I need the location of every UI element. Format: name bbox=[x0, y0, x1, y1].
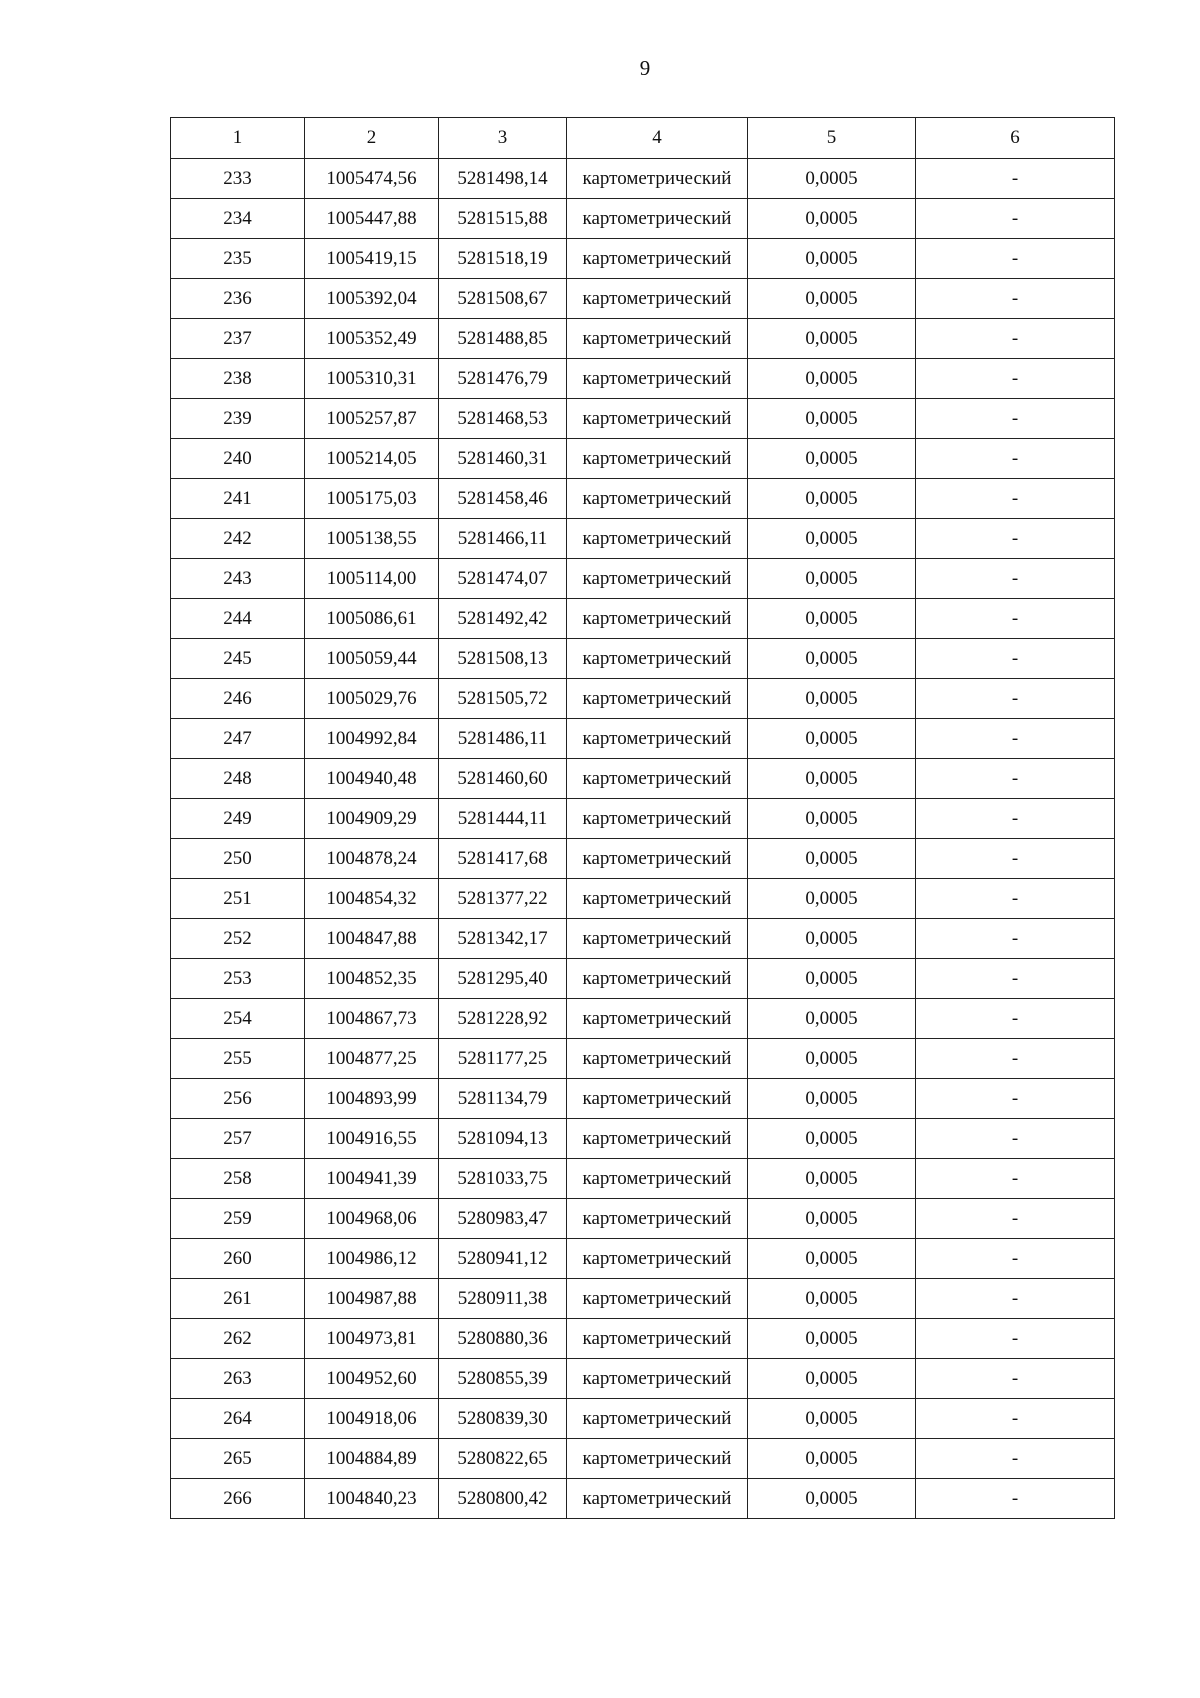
table-header bbox=[171, 118, 1115, 159]
note-cell: - bbox=[916, 1399, 1115, 1439]
y-coordinate-cell: 5281476,79 bbox=[439, 359, 567, 399]
note-cell: - bbox=[916, 519, 1115, 559]
column-header: 4 bbox=[567, 118, 748, 159]
y-coordinate-cell: 5281342,17 bbox=[439, 919, 567, 959]
point-number-cell: 259 bbox=[171, 1199, 305, 1239]
method-cell: картометрический bbox=[567, 159, 748, 199]
accuracy-cell: 0,0005 bbox=[748, 599, 916, 639]
table-row bbox=[171, 919, 1115, 959]
x-coordinate-cell: 1004854,32 bbox=[305, 879, 439, 919]
note-cell: - bbox=[916, 199, 1115, 239]
y-coordinate-cell: 5281458,46 bbox=[439, 479, 567, 519]
note-cell: - bbox=[916, 439, 1115, 479]
table-row bbox=[171, 559, 1115, 599]
x-coordinate-cell: 1004877,25 bbox=[305, 1039, 439, 1079]
accuracy-cell: 0,0005 bbox=[748, 679, 916, 719]
method-cell: картометрический bbox=[567, 679, 748, 719]
point-number-cell: 250 bbox=[171, 839, 305, 879]
note-cell: - bbox=[916, 1359, 1115, 1399]
point-number-cell: 239 bbox=[171, 399, 305, 439]
table-row bbox=[171, 1359, 1115, 1399]
x-coordinate-cell: 1004840,23 bbox=[305, 1479, 439, 1519]
point-number-cell: 255 bbox=[171, 1039, 305, 1079]
accuracy-cell: 0,0005 bbox=[748, 1159, 916, 1199]
y-coordinate-cell: 5280880,36 bbox=[439, 1319, 567, 1359]
column-header: 6 bbox=[916, 118, 1115, 159]
point-number-cell: 266 bbox=[171, 1479, 305, 1519]
x-coordinate-cell: 1004952,60 bbox=[305, 1359, 439, 1399]
note-cell: - bbox=[916, 319, 1115, 359]
table-row bbox=[171, 1159, 1115, 1199]
point-number-cell: 252 bbox=[171, 919, 305, 959]
table-row bbox=[171, 639, 1115, 679]
y-coordinate-cell: 5281444,11 bbox=[439, 799, 567, 839]
note-cell: - bbox=[916, 759, 1115, 799]
accuracy-cell: 0,0005 bbox=[748, 359, 916, 399]
table-row bbox=[171, 1199, 1115, 1239]
y-coordinate-cell: 5281377,22 bbox=[439, 879, 567, 919]
accuracy-cell: 0,0005 bbox=[748, 759, 916, 799]
method-cell: картометрический bbox=[567, 1319, 748, 1359]
accuracy-cell: 0,0005 bbox=[748, 479, 916, 519]
accuracy-cell: 0,0005 bbox=[748, 999, 916, 1039]
x-coordinate-cell: 1004941,39 bbox=[305, 1159, 439, 1199]
note-cell: - bbox=[916, 839, 1115, 879]
method-cell: картометрический bbox=[567, 519, 748, 559]
point-number-cell: 256 bbox=[171, 1079, 305, 1119]
note-cell: - bbox=[916, 679, 1115, 719]
y-coordinate-cell: 5281488,85 bbox=[439, 319, 567, 359]
table-row bbox=[171, 359, 1115, 399]
table-row bbox=[171, 399, 1115, 439]
table-body bbox=[171, 159, 1115, 1519]
point-number-cell: 238 bbox=[171, 359, 305, 399]
accuracy-cell: 0,0005 bbox=[748, 1239, 916, 1279]
x-coordinate-cell: 1004918,06 bbox=[305, 1399, 439, 1439]
column-header: 2 bbox=[305, 118, 439, 159]
table-row bbox=[171, 839, 1115, 879]
y-coordinate-cell: 5281094,13 bbox=[439, 1119, 567, 1159]
accuracy-cell: 0,0005 bbox=[748, 1119, 916, 1159]
y-coordinate-cell: 5281492,42 bbox=[439, 599, 567, 639]
table-row bbox=[171, 719, 1115, 759]
x-coordinate-cell: 1004893,99 bbox=[305, 1079, 439, 1119]
point-number-cell: 253 bbox=[171, 959, 305, 999]
y-coordinate-cell: 5280855,39 bbox=[439, 1359, 567, 1399]
note-cell: - bbox=[916, 919, 1115, 959]
method-cell: картометрический bbox=[567, 999, 748, 1039]
method-cell: картометрический bbox=[567, 759, 748, 799]
note-cell: - bbox=[916, 279, 1115, 319]
method-cell: картометрический bbox=[567, 479, 748, 519]
method-cell: картометрический bbox=[567, 1199, 748, 1239]
accuracy-cell: 0,0005 bbox=[748, 279, 916, 319]
method-cell: картометрический bbox=[567, 359, 748, 399]
method-cell: картометрический bbox=[567, 279, 748, 319]
accuracy-cell: 0,0005 bbox=[748, 439, 916, 479]
note-cell: - bbox=[916, 999, 1115, 1039]
header-row bbox=[171, 118, 1115, 159]
point-number-cell: 249 bbox=[171, 799, 305, 839]
x-coordinate-cell: 1005257,87 bbox=[305, 399, 439, 439]
x-coordinate-cell: 1004940,48 bbox=[305, 759, 439, 799]
x-coordinate-cell: 1005029,76 bbox=[305, 679, 439, 719]
x-coordinate-cell: 1004852,35 bbox=[305, 959, 439, 999]
note-cell: - bbox=[916, 559, 1115, 599]
table-row bbox=[171, 1239, 1115, 1279]
accuracy-cell: 0,0005 bbox=[748, 719, 916, 759]
method-cell: картометрический bbox=[567, 399, 748, 439]
method-cell: картометрический bbox=[567, 1039, 748, 1079]
x-coordinate-cell: 1004847,88 bbox=[305, 919, 439, 959]
table-row bbox=[171, 879, 1115, 919]
accuracy-cell: 0,0005 bbox=[748, 1039, 916, 1079]
accuracy-cell: 0,0005 bbox=[748, 879, 916, 919]
table-row bbox=[171, 1399, 1115, 1439]
accuracy-cell: 0,0005 bbox=[748, 559, 916, 599]
point-number-cell: 235 bbox=[171, 239, 305, 279]
x-coordinate-cell: 1005086,61 bbox=[305, 599, 439, 639]
point-number-cell: 258 bbox=[171, 1159, 305, 1199]
accuracy-cell: 0,0005 bbox=[748, 1319, 916, 1359]
y-coordinate-cell: 5281468,53 bbox=[439, 399, 567, 439]
table-row bbox=[171, 159, 1115, 199]
note-cell: - bbox=[916, 479, 1115, 519]
note-cell: - bbox=[916, 719, 1115, 759]
point-number-cell: 240 bbox=[171, 439, 305, 479]
x-coordinate-cell: 1005447,88 bbox=[305, 199, 439, 239]
note-cell: - bbox=[916, 799, 1115, 839]
method-cell: картометрический bbox=[567, 439, 748, 479]
y-coordinate-cell: 5281466,11 bbox=[439, 519, 567, 559]
method-cell: картометрический bbox=[567, 879, 748, 919]
note-cell: - bbox=[916, 879, 1115, 919]
point-number-cell: 260 bbox=[171, 1239, 305, 1279]
point-number-cell: 242 bbox=[171, 519, 305, 559]
note-cell: - bbox=[916, 1439, 1115, 1479]
accuracy-cell: 0,0005 bbox=[748, 199, 916, 239]
y-coordinate-cell: 5281474,07 bbox=[439, 559, 567, 599]
x-coordinate-cell: 1005114,00 bbox=[305, 559, 439, 599]
table-row bbox=[171, 439, 1115, 479]
x-coordinate-cell: 1004968,06 bbox=[305, 1199, 439, 1239]
method-cell: картометрический bbox=[567, 1359, 748, 1399]
table-row bbox=[171, 319, 1115, 359]
y-coordinate-cell: 5281515,88 bbox=[439, 199, 567, 239]
y-coordinate-cell: 5280911,38 bbox=[439, 1279, 567, 1319]
x-coordinate-cell: 1005175,03 bbox=[305, 479, 439, 519]
point-number-cell: 241 bbox=[171, 479, 305, 519]
table-row bbox=[171, 1279, 1115, 1319]
y-coordinate-cell: 5281505,72 bbox=[439, 679, 567, 719]
table-row bbox=[171, 479, 1115, 519]
method-cell: картометрический bbox=[567, 639, 748, 679]
y-coordinate-cell: 5281498,14 bbox=[439, 159, 567, 199]
accuracy-cell: 0,0005 bbox=[748, 1479, 916, 1519]
table-row bbox=[171, 759, 1115, 799]
method-cell: картометрический bbox=[567, 1399, 748, 1439]
y-coordinate-cell: 5281508,67 bbox=[439, 279, 567, 319]
column-header: 1 bbox=[171, 118, 305, 159]
point-number-cell: 261 bbox=[171, 1279, 305, 1319]
point-number-cell: 263 bbox=[171, 1359, 305, 1399]
method-cell: картометрический bbox=[567, 1119, 748, 1159]
x-coordinate-cell: 1005310,31 bbox=[305, 359, 439, 399]
point-number-cell: 251 bbox=[171, 879, 305, 919]
y-coordinate-cell: 5281295,40 bbox=[439, 959, 567, 999]
column-header: 5 bbox=[748, 118, 916, 159]
table-row bbox=[171, 1079, 1115, 1119]
point-number-cell: 243 bbox=[171, 559, 305, 599]
method-cell: картометрический bbox=[567, 839, 748, 879]
table-row bbox=[171, 679, 1115, 719]
accuracy-cell: 0,0005 bbox=[748, 1359, 916, 1399]
table-row bbox=[171, 1319, 1115, 1359]
note-cell: - bbox=[916, 1239, 1115, 1279]
method-cell: картометрический bbox=[567, 239, 748, 279]
note-cell: - bbox=[916, 1039, 1115, 1079]
x-coordinate-cell: 1005474,56 bbox=[305, 159, 439, 199]
point-number-cell: 246 bbox=[171, 679, 305, 719]
table-row bbox=[171, 519, 1115, 559]
table-row bbox=[171, 959, 1115, 999]
note-cell: - bbox=[916, 959, 1115, 999]
method-cell: картометрический bbox=[567, 919, 748, 959]
accuracy-cell: 0,0005 bbox=[748, 799, 916, 839]
y-coordinate-cell: 5280839,30 bbox=[439, 1399, 567, 1439]
method-cell: картометрический bbox=[567, 199, 748, 239]
accuracy-cell: 0,0005 bbox=[748, 959, 916, 999]
note-cell: - bbox=[916, 1119, 1115, 1159]
y-coordinate-cell: 5281460,31 bbox=[439, 439, 567, 479]
method-cell: картометрический bbox=[567, 1439, 748, 1479]
accuracy-cell: 0,0005 bbox=[748, 239, 916, 279]
y-coordinate-cell: 5281508,13 bbox=[439, 639, 567, 679]
point-number-cell: 234 bbox=[171, 199, 305, 239]
point-number-cell: 264 bbox=[171, 1399, 305, 1439]
x-coordinate-cell: 1004987,88 bbox=[305, 1279, 439, 1319]
point-number-cell: 247 bbox=[171, 719, 305, 759]
point-number-cell: 254 bbox=[171, 999, 305, 1039]
method-cell: картометрический bbox=[567, 1239, 748, 1279]
table-row bbox=[171, 1119, 1115, 1159]
accuracy-cell: 0,0005 bbox=[748, 1199, 916, 1239]
y-coordinate-cell: 5281460,60 bbox=[439, 759, 567, 799]
accuracy-cell: 0,0005 bbox=[748, 919, 916, 959]
y-coordinate-cell: 5280800,42 bbox=[439, 1479, 567, 1519]
point-number-cell: 233 bbox=[171, 159, 305, 199]
note-cell: - bbox=[916, 1319, 1115, 1359]
table-row bbox=[171, 199, 1115, 239]
x-coordinate-cell: 1005352,49 bbox=[305, 319, 439, 359]
note-cell: - bbox=[916, 639, 1115, 679]
point-number-cell: 244 bbox=[171, 599, 305, 639]
y-coordinate-cell: 5280941,12 bbox=[439, 1239, 567, 1279]
note-cell: - bbox=[916, 1279, 1115, 1319]
table-row bbox=[171, 1039, 1115, 1079]
table-row bbox=[171, 799, 1115, 839]
accuracy-cell: 0,0005 bbox=[748, 159, 916, 199]
method-cell: картометрический bbox=[567, 799, 748, 839]
note-cell: - bbox=[916, 159, 1115, 199]
x-coordinate-cell: 1004878,24 bbox=[305, 839, 439, 879]
table-row bbox=[171, 1439, 1115, 1479]
point-number-cell: 262 bbox=[171, 1319, 305, 1359]
method-cell: картометрический bbox=[567, 1159, 748, 1199]
point-number-cell: 245 bbox=[171, 639, 305, 679]
x-coordinate-cell: 1004867,73 bbox=[305, 999, 439, 1039]
point-number-cell: 237 bbox=[171, 319, 305, 359]
x-coordinate-cell: 1005138,55 bbox=[305, 519, 439, 559]
note-cell: - bbox=[916, 399, 1115, 439]
x-coordinate-cell: 1004986,12 bbox=[305, 1239, 439, 1279]
x-coordinate-cell: 1005419,15 bbox=[305, 239, 439, 279]
y-coordinate-cell: 5280983,47 bbox=[439, 1199, 567, 1239]
page-number: 9 bbox=[639, 56, 651, 80]
table-row bbox=[171, 599, 1115, 639]
accuracy-cell: 0,0005 bbox=[748, 319, 916, 359]
method-cell: картометрический bbox=[567, 599, 748, 639]
accuracy-cell: 0,0005 bbox=[748, 1399, 916, 1439]
note-cell: - bbox=[916, 1199, 1115, 1239]
y-coordinate-cell: 5281417,68 bbox=[439, 839, 567, 879]
coordinates-table bbox=[170, 117, 1115, 1519]
point-number-cell: 236 bbox=[171, 279, 305, 319]
point-number-cell: 265 bbox=[171, 1439, 305, 1479]
x-coordinate-cell: 1004973,81 bbox=[305, 1319, 439, 1359]
note-cell: - bbox=[916, 599, 1115, 639]
note-cell: - bbox=[916, 1479, 1115, 1519]
x-coordinate-cell: 1004992,84 bbox=[305, 719, 439, 759]
x-coordinate-cell: 1005392,04 bbox=[305, 279, 439, 319]
accuracy-cell: 0,0005 bbox=[748, 839, 916, 879]
table-row bbox=[171, 1479, 1115, 1519]
point-number-cell: 257 bbox=[171, 1119, 305, 1159]
accuracy-cell: 0,0005 bbox=[748, 1079, 916, 1119]
accuracy-cell: 0,0005 bbox=[748, 639, 916, 679]
accuracy-cell: 0,0005 bbox=[748, 399, 916, 439]
note-cell: - bbox=[916, 1079, 1115, 1119]
accuracy-cell: 0,0005 bbox=[748, 1279, 916, 1319]
y-coordinate-cell: 5281486,11 bbox=[439, 719, 567, 759]
accuracy-cell: 0,0005 bbox=[748, 1439, 916, 1479]
method-cell: картометрический bbox=[567, 1079, 748, 1119]
x-coordinate-cell: 1004916,55 bbox=[305, 1119, 439, 1159]
accuracy-cell: 0,0005 bbox=[748, 519, 916, 559]
method-cell: картометрический bbox=[567, 559, 748, 599]
method-cell: картометрический bbox=[567, 319, 748, 359]
method-cell: картометрический bbox=[567, 1479, 748, 1519]
note-cell: - bbox=[916, 239, 1115, 279]
column-header: 3 bbox=[439, 118, 567, 159]
note-cell: - bbox=[916, 359, 1115, 399]
table-row bbox=[171, 239, 1115, 279]
x-coordinate-cell: 1004884,89 bbox=[305, 1439, 439, 1479]
x-coordinate-cell: 1005214,05 bbox=[305, 439, 439, 479]
point-number-cell: 248 bbox=[171, 759, 305, 799]
note-cell: - bbox=[916, 1159, 1115, 1199]
method-cell: картометрический bbox=[567, 959, 748, 999]
x-coordinate-cell: 1004909,29 bbox=[305, 799, 439, 839]
y-coordinate-cell: 5281134,79 bbox=[439, 1079, 567, 1119]
method-cell: картометрический bbox=[567, 1279, 748, 1319]
y-coordinate-cell: 5281518,19 bbox=[439, 239, 567, 279]
y-coordinate-cell: 5281177,25 bbox=[439, 1039, 567, 1079]
y-coordinate-cell: 5281228,92 bbox=[439, 999, 567, 1039]
x-coordinate-cell: 1005059,44 bbox=[305, 639, 439, 679]
method-cell: картометрический bbox=[567, 719, 748, 759]
table-row bbox=[171, 279, 1115, 319]
table-row bbox=[171, 999, 1115, 1039]
y-coordinate-cell: 5280822,65 bbox=[439, 1439, 567, 1479]
y-coordinate-cell: 5281033,75 bbox=[439, 1159, 567, 1199]
